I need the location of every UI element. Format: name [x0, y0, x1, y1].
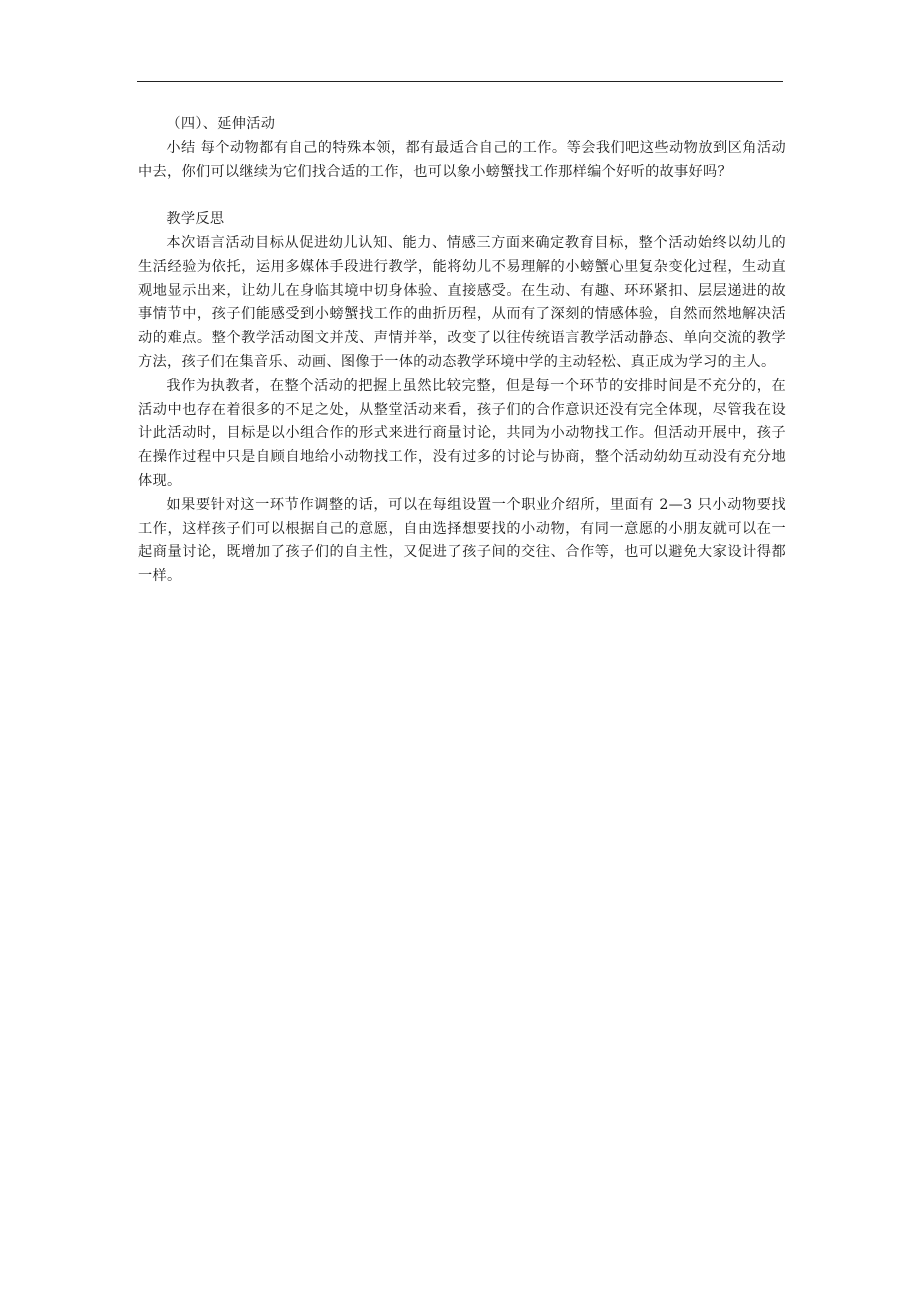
document-body	[138, 113, 786, 589]
paragraph-spacer	[138, 184, 786, 208]
section-heading: （四）、延伸活动	[166, 116, 276, 132]
reflection-heading: 教学反思	[166, 211, 225, 228]
reflection-paragraph-1: 本次语言活动目标从促进幼儿认知、能力、情感三方面来确定教育目标，整个活动始终以幼儿的生活经验为依托，运用多媒体手段进行教学，能将幼儿不易理解的小螃蟹心里复杂变化过程，生动直观地显示出来，让幼儿在身临其境中切身体验、直接感受。在生动、有趣、环环紧扣、层层递进的故事情节中，孩子们能感受到小螃蟹找工作的曲折历程，从而有了深刻的情感体验，自然而然地解决活动的难点。整个教学活动图文并茂、声情并举，改变了以往传统语言教学活动静态、单向交流的教学方法，孩子们在集音乐、动画、图像于一体的动态教学环境中学的主动轻松、真正成为学习的主人。	[138, 234, 786, 370]
reflection-paragraph-2: 我作为执教者，在整个活动的把握上虽然比较完整，但是每一个环节的安排时间是不充分的，在活动中也存在着很多的不足之处，从整堂活动来看，孩子们的合作意识还没有完全体现，尽管我在设计此活动时，目标是以小组合作的形式来进行商量讨论，共同为小动物找工作。但活动开展中，孩子在操作过程中只是自顾自地给小动物找工作，没有过多的讨论与协商，整个活动幼幼互动没有充分地体现。	[138, 377, 786, 489]
header-rule	[137, 81, 783, 82]
reflection-paragraph-3: 如果要针对这一环节作调整的话，可以在每组设置一个职业介绍所，里面有 2—3 只小动物要找工作，这样孩子们可以根据自己的意愿，自由选择想要找的小动物，有同一意愿的小朋友就可以在一起商量讨论，既增加了孩子们的自主性，又促进了孩子间的交往、合作等，也可以避免大家设计得都一样。	[138, 496, 786, 585]
summary-paragraph: 小结 每个动物都有自己的特殊本领，都有最适合自己的工作。等会我们吧这些动物放到区角活动中去，你们可以继续为它们找合适的工作，也可以象小螃蟹找工作那样编个好听的故事好吗？	[138, 139, 786, 180]
